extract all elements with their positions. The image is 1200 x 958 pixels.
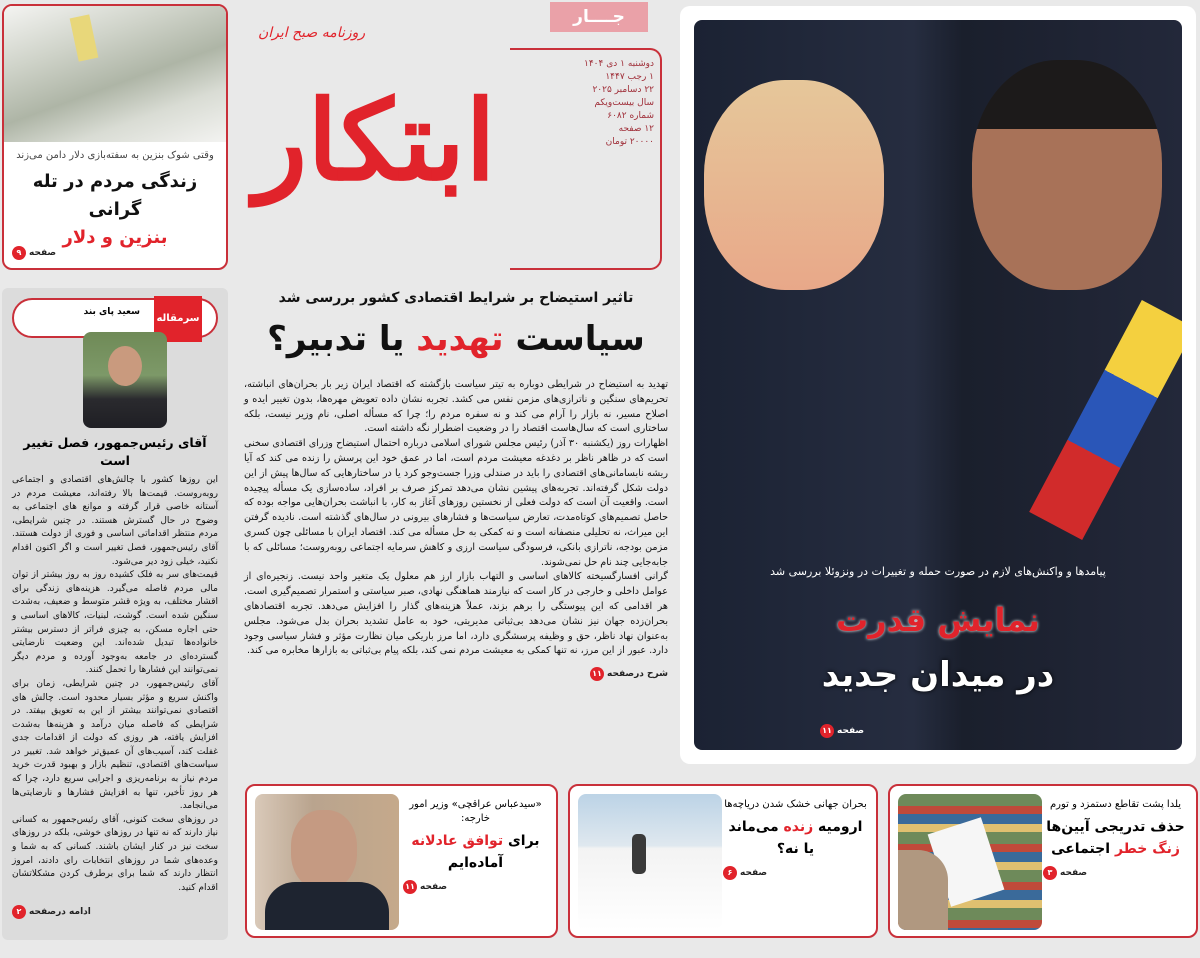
- editorial-paragraph: در روزهای سخت کنونی، آقای رئیس‌جمهور به کسانی نیاز دارند که نه تنها در روزهای خوشی، بلکه در روزهای سخت نیز در کنار ایشان باشند. کسانی که به شما و وعده‌های شما در روزهای انتخابات رای دادند، امروز انتظار دارند که شما برای برطرف کردن مشکلاتشان اقدام کنید.: [12, 814, 218, 893]
- shopping-receipt-photo: [898, 794, 1042, 930]
- editorial-paragraph: آقای رئیس‌جمهور، در چنین شرایطی، زمان برای واکنش سریع و مؤثر بسیار محدود است. چالش های اقتصادی نمی‌توانند بیشتر از این به تعویق بیفتد. در شرایطی که فاصله میان درآمد و هزینه‌ها به‌شدت افزایش یافته، هر روزی که دولت از اقدامات جدی غفلت کند، آسیب‌های آن عمیق‌تر خواهد شد. تغییر در سیاست‌های اقتصادی، تنظیم بازار و بهبود قدرت خرید مردم نیاز به برنامه‌ریزی و اجرایی سریع دارد، چرا که هر روز تأخیر، تنها به افزایش فشارها و نارضایتی‌ها می‌انجامد.: [12, 678, 218, 812]
- logo-subtitle: روزنامه صبح ایران: [258, 25, 366, 41]
- issue-line: سال بیست‌ویکم: [594, 98, 654, 108]
- editorial-paragraph: قیمت‌های سر به فلک کشیده روز به روز بیشتر از توان مالی مردم فاصله می‌گیرد. هزینه‌های زندگی برای اقشار مختلف، به ویژه قشر متوسط و ضعیف، به‌شدت سنگین شده است. گوشت، لبنیات، کالاهای اساسی و حتی اجاره مسکن، به چیزی فراتر از دسترس بیشتر خانواده‌ها تبدیل شده‌اند. این وضعیت نارضایتی گسترده‌ای در جامعه به‌وجود آورده و مردم دیگر نمی‌توانند این فشارها را تحمل کنند.: [12, 570, 218, 676]
- page-ref[interactable]: صفحه ۱۱: [403, 880, 447, 894]
- issue-line: ۱۲ صفحه: [618, 124, 654, 134]
- issue-line: شماره ۶۰۸۲: [607, 111, 654, 121]
- main-paragraph: تهدید به استیضاح در شرایطی دوباره به تیتر سیاست بازگشته که اقتصاد ایران زیر بار بحران‌های انباشته، تحریم‌های سنگین و ناترازی‌های مزمن نفس می کشد. تجربه نشان داده تعویض مهره‌ها، بدون تغییر ایده و اصلاح مسیر، نه بازار را آرام می کند و نه سفره مردم را؛ چرا که مسأله اصلی، نام وزیر نیست، بلکه ساختاری است که سال‌هاست اقتصاد را در وضعیت اضطرار نگه داشته است.: [244, 379, 668, 435]
- main-headline[interactable]: سیاست تهدید یا تدبیر؟: [267, 319, 645, 359]
- teaser-title: ارومیه زنده می‌ماند یا نه؟: [728, 819, 863, 857]
- top-left-kicker: وقتی شوک بنزین به سفته‌بازی دلار دامن می‌زند: [16, 150, 214, 161]
- author-portrait: [83, 332, 167, 428]
- issue-line: ۲۰۰۰۰ تومان: [605, 137, 654, 147]
- masthead: [240, 0, 670, 280]
- dollar-stacks-photo: [4, 6, 226, 142]
- issue-line: ۱ رجب ۱۴۴۷: [605, 72, 654, 82]
- main-paragraph: گرانی افسارگسیخته کالاهای اساسی و التهاب بازار ارز هم معلول یک متغیر واحد نیست. زنجیره‌ای از عوامل داخلی و خارجی در کار است که نیازمند هماهنگی نهادی، صبر سیاستی و استمرار تصمیم‌گیری است. هر اقدامی که این پیوستگی را برهم بزند، عملاً هزینه‌های گذار را افزایش می‌دهد. تجربه اقتصادهای بحران‌زده جهان نیز نشان می‌دهد بی‌ثباتی مدیریتی، خود به عامل تشدید بحران بدل می‌شود. مجلس به‌عنوان نهاد ناظر، حق و وظیفه پرسشگری دارد، اما مرز باریکی میان نظارت مؤثر و فشار سیاسی وجود دارد. عبور از این مرز، نه تنها کمکی به معیشت مردم نمی کند، بلکه پیام بی‌ثباتی به بازارها مخابره می کند.: [244, 571, 668, 657]
- page-ref[interactable]: صفحه ۱۱: [820, 724, 864, 738]
- top-left-title-red: بنزین و دلار: [62, 227, 168, 248]
- teaser-kicker: بحران جهانی خشک شدن دریاچه‌ها: [724, 799, 867, 810]
- editorial-tag: سرمقاله: [154, 296, 202, 342]
- main-kicker: تاثیر استیضاح بر شرایط اقتصادی کشور بررسی شد: [278, 290, 634, 306]
- teaser-kicker: یلدا پشت تقاطع دستمزد و تورم: [1049, 799, 1182, 810]
- editorial-paragraph: این روزها کشور با چالش‌های اقتصادی و اجتماعی روبه‌روست. قیمت‌ها بالا رفته‌اند، معیشت مردم در آستانه خاصی قرار گرفته و موانع های اجتماعی به وضوح در حال گسترش هستند. در چنین شرایطی، مردم منتظر اقداماتی اساسی و فوری از دولت هستند. آقای رئیس‌جمهور، فصل تغییر است و اگر اکنون اقدام نکنید، خیلی زود دیر می‌شود.: [12, 475, 218, 567]
- feature-panel[interactable]: [680, 6, 1196, 764]
- teaser-title: برای توافق عادلانه آماده‌ایم: [411, 833, 540, 871]
- page-ref[interactable]: صفحه ۳: [1043, 866, 1087, 880]
- continue-link[interactable]: شرح درصفحه ۱۱: [590, 667, 668, 681]
- teaser-title: حذف تدریجی آیین‌ها زنگ خطر اجتماعی: [1046, 819, 1185, 857]
- page-ref[interactable]: صفحه ۶: [723, 866, 767, 880]
- top-left-title: زندگی مردم در تله گرانی: [32, 171, 198, 220]
- jar-badge: جــــار: [550, 2, 648, 32]
- feature-title-white: در میدان جدید: [821, 655, 1055, 695]
- dry-lake-photo: [578, 794, 722, 930]
- issue-info-box: [510, 48, 662, 270]
- main-article: [244, 288, 668, 681]
- feature-title-red: نمایش قدرت: [836, 601, 1040, 639]
- editorial-column: [2, 288, 228, 940]
- issue-line: ۲۲ دسامبر ۲۰۲۵: [592, 85, 654, 95]
- teaser-kicker: «سیدعباس عراقچی» وزیر امور خارجه:: [409, 799, 542, 824]
- trump-maduro-photo: [694, 20, 1182, 750]
- teaser-yalda[interactable]: [888, 784, 1198, 938]
- editorial-author: سعید پای بند: [83, 307, 140, 317]
- page-ref[interactable]: صفحه ۹: [12, 246, 56, 260]
- editorial-title: آقای رئیس‌جمهور، فصل تغییر است: [23, 435, 207, 468]
- main-paragraph: اظهارات روز (یکشنبه ۳۰ آذر) رئیس مجلس شورای اسلامی درباره احتمال استیضاح وزرای اقتصادی سخنی است که در ظاهر ناظر بر دغدغه معیشت مردم است، اما در عمق خود این پرسش را زنده می کند که آیا ریشه نابسامانی‌های اقتصادی را باید در صندلی وزرا جست‌وجو کرد یا در ساختارهایی که سال‌ها پیش از این دولت شکل گرفته‌اند. تجربه‌های پیشین نشان می‌دهد تمرکز صرف بر افراد، ساده‌سازی یک مسأله پیچیده است. واقعیت آن است که دولت فعلی از نخستین روزهای آغاز به کار، با انباشت بحران‌هایی مواجه بوده که حاصل تصمیم‌های کوتاه‌مدت، تعارض سیاست‌ها و فشارهای بیرونی در سال‌های گذشته است. نادیده گرفتن این میراث، نه تحلیلی منصفانه است و نه کمکی به حل مسأله می کند. اقتصاد ایران با مسائلی چون کسری مزمن بودجه، ناترازی بانکی، فرسودگی سیاست ارزی و کاهش سرمایه اجتماعی روبه‌روست؛ مسائلی که با جابه‌جایی چند نام حل نمی‌شوند.: [244, 438, 669, 568]
- continue-link[interactable]: ادامه درصفحه ۲: [12, 905, 91, 919]
- teaser-araghchi[interactable]: [245, 784, 558, 938]
- feature-kicker: پیامدها و واکنش‌های لازم در صورت حمله و تغییرات در ونزوئلا بررسی شد: [770, 565, 1106, 578]
- logo: ابتکار: [254, 76, 496, 205]
- araghchi-photo: [255, 794, 399, 930]
- issue-line: دوشنبه ۱ دی ۱۴۰۴: [584, 59, 654, 69]
- top-left-teaser[interactable]: [2, 4, 228, 270]
- teaser-urmia[interactable]: [568, 784, 878, 938]
